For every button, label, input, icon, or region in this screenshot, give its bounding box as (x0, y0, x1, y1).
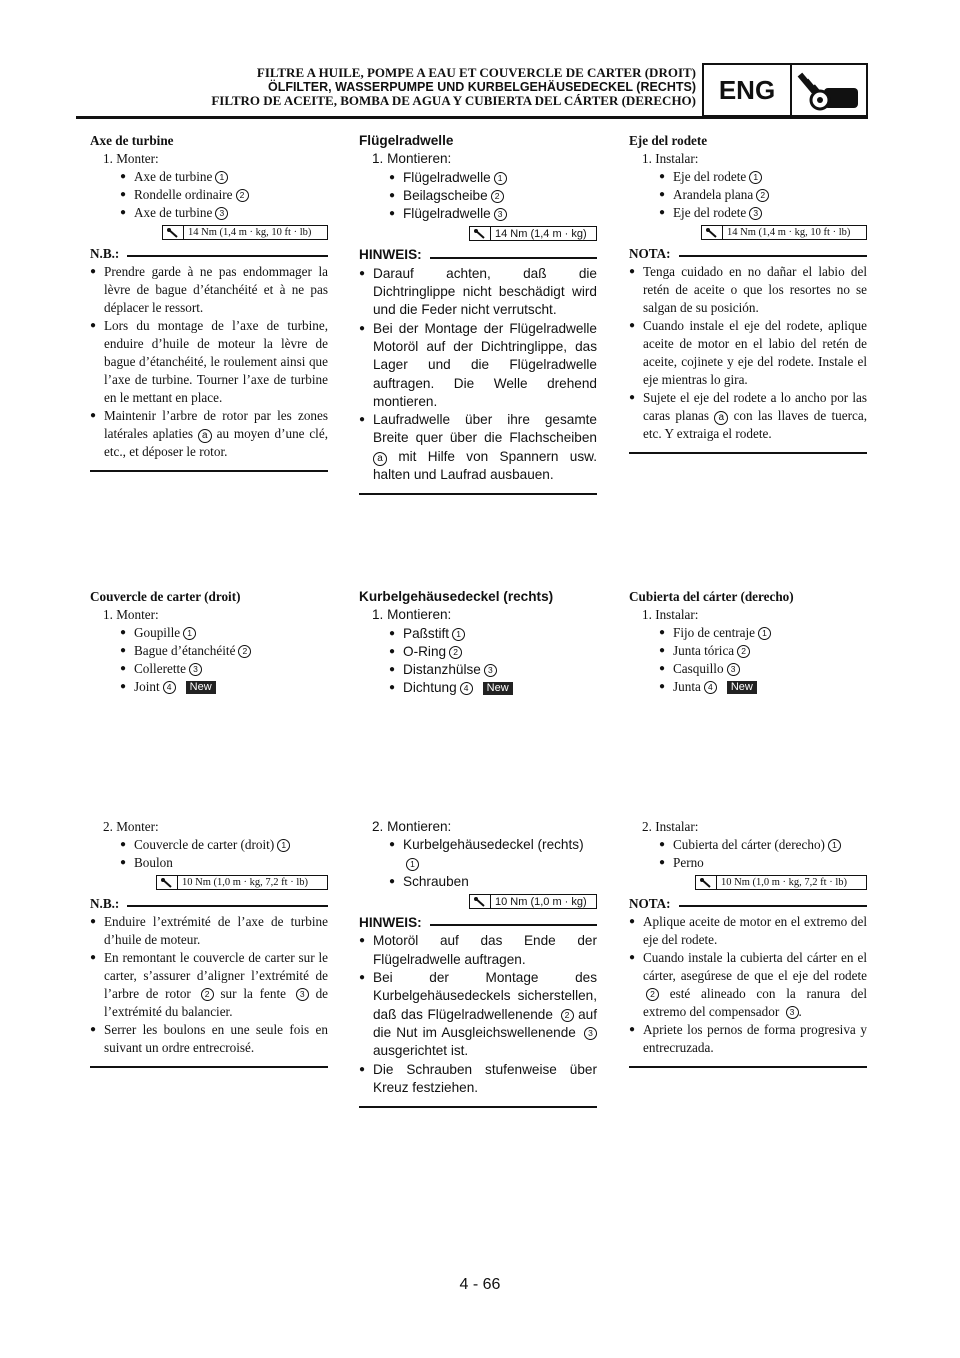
parts-list (629, 624, 867, 696)
note-item: ● Sujete el eje del rodete a lo ancho por las caras planas a con las llaves de tuerca, etc. Y extraiga el rodete. (629, 389, 867, 443)
header-title-fr: FILTRE A HUILE, POMPE A EAU ET COUVERCLE DE CARTER (DROIT) (256, 65, 696, 80)
parts-list (629, 168, 867, 222)
step-label: 1. Instalar: (642, 607, 699, 622)
torque-spec: 14 Nm (1,4 m · kg, 10 ft · lb) (701, 225, 867, 240)
list-item: ● Eje del rodete 3 (659, 204, 867, 222)
note-item: ● Cuando instale la cubierta del cárter en el cárter, asegúrese de que el eje del rodete 2 esté alineado con la ranura del extremo del compensador 3 . (629, 949, 867, 1021)
note-item: ● Motoröl auf das Ende der Flügelradwelle auftragen. (359, 932, 597, 969)
callout-number: 1 (758, 627, 771, 640)
parts-list (90, 836, 328, 872)
step-label: 1. Montieren: (372, 151, 452, 167)
parts-list (359, 625, 597, 698)
note-item: ● Darauf achten, daß die Dichtringlippe nicht beschädigt wird und die Feder nicht verrutscht. (359, 265, 597, 320)
es-section-crankcase-cover (629, 588, 867, 696)
note-heading: NOTA: (629, 245, 867, 263)
fr-section-cover-install (90, 818, 328, 1068)
parts-list (359, 169, 597, 224)
callout-number: 1 (406, 858, 419, 871)
list-item: ● Axe de turbine 1 (120, 168, 328, 186)
torque-wrench-icon (157, 876, 178, 889)
callout-number: 3 (296, 988, 309, 1001)
note-heading: HINWEIS: (359, 246, 597, 264)
parts-list (90, 168, 328, 222)
section-title: Couvercle de carter (droit) (90, 589, 241, 604)
list-item: ● Beilagscheibe 2 (389, 187, 597, 205)
list-item: ● Eje del rodete 1 (659, 168, 867, 186)
parts-list (359, 836, 597, 891)
list-item: ● Goupille 1 (120, 624, 328, 642)
note-item: ● Bei der Montage des Kurbelgehäusedeckels sicherstellen, daß das Flügelradwellenende 2 auf die Nut im Ausgleichswellenende 3 ausgerichtet ist. (359, 969, 597, 1060)
notes-list (90, 913, 328, 1057)
callout-letter: a (714, 411, 728, 425)
note-heading: NOTA: (629, 895, 867, 913)
section-title: Kurbelgehäusedeckel (rechts) (359, 589, 554, 604)
page-number: 4 - 66 (459, 1276, 501, 1293)
callout-number: 4 (460, 682, 473, 695)
note-item: ● En remontant le couvercle de carter sur le carter, s’assurer d’aligner l’extrémité de l’arbre de rotor 2 sur la fente 3 de l’extrémité du balancier. (90, 949, 328, 1021)
fr-section-impeller-shaft (90, 132, 328, 472)
notes-list (359, 265, 597, 485)
list-item: ● Perno (659, 854, 867, 872)
step-label: 1. Monter: (103, 151, 159, 166)
callout-number: 2 (236, 189, 249, 202)
list-item: ● Axe de turbine 3 (120, 204, 328, 222)
engine-wrench-icon (792, 65, 866, 115)
torque-spec: 14 Nm (1,4 m · kg) (469, 226, 597, 241)
list-item: ● Flügelradwelle 3 (389, 205, 597, 223)
list-item: ● O-Ring 2 (389, 643, 597, 661)
note-item: ● Die Schrauben stufenweise über Kreuz festziehen. (359, 1061, 597, 1098)
callout-number: 2 (646, 988, 659, 1001)
callout-number: 4 (704, 681, 717, 694)
list-item: ● Flügelradwelle 1 (389, 169, 597, 187)
note-item: ● Apriete los pernos de forma progresiva y entrecruzada. (629, 1021, 867, 1057)
list-item: ● Cubierta del cárter (derecho) 1 (659, 836, 867, 854)
callout-number: 1 (277, 839, 290, 852)
callout-number: 1 (452, 628, 465, 641)
callout-number: 1 (215, 171, 228, 184)
de-section-crankcase-cover (359, 588, 597, 698)
header-title-es: FILTRO DE ACEITE, BOMBA DE AGUA Y CUBIERTA DEL CÁRTER (DERECHO) (211, 93, 696, 108)
list-item: ● Arandela plana 2 (659, 186, 867, 204)
note-item: ● Enduire l’extrémité de l’axe de turbine d’huile de moteur. (90, 913, 328, 949)
note-item: ● Lors du montage de l’axe de turbine, enduire d’huile de moteur la lèvre de bague d’étanchéité, le roulement ainsi que l’axe de turbine. Tourner l’axe de turbine en le mettant en place. (90, 317, 328, 407)
note-heading: N.B.: (90, 245, 328, 263)
notes-list (90, 263, 328, 461)
callout-letter: a (373, 452, 387, 466)
section-title: Axe de turbine (90, 133, 174, 148)
notes-list (359, 932, 597, 1097)
list-item: ● Dichtung 4 New (389, 679, 597, 697)
section-end-rule (359, 493, 597, 495)
callout-number: 2 (491, 190, 504, 203)
callout-number: 2 (756, 189, 769, 202)
list-item: ● Bague d’étanchéité 2 (120, 642, 328, 660)
parts-list (90, 624, 328, 696)
header-title-de: ÖLFILTER, WASSERPUMPE UND KURBELGEHÄUSEDECKEL (RECHTS) (267, 80, 696, 94)
callout-number: 2 (561, 1009, 574, 1022)
note-item: ● Laufradwelle über ihre gesamte Breite quer über die Flachscheiben a mit Hilfe von Spannern usw. halten und Laufrad ausbauen. (359, 411, 597, 484)
note-item: ● Cuando instale el eje del rodete, aplique aceite de motor en el labio del retén de aceite, cojinete y eje del rodete. Instale el eje mientras lo gira. (629, 317, 867, 389)
page-header (211, 66, 696, 108)
callout-number: 3 (749, 207, 762, 220)
section-end-rule (90, 470, 328, 472)
torque-wrench-icon (163, 226, 184, 239)
parts-list (629, 836, 867, 872)
section-title: Cubierta del cárter (derecho) (629, 589, 794, 604)
list-item: ● Fijo de centraje 1 (659, 624, 867, 642)
callout-number: 3 (727, 663, 740, 676)
step-label: 2. Montieren: (372, 819, 452, 834)
note-item: ● Tenga cuidado en no dañar el labio del retén de aceite o que los resortes no se salgan de su posición. (629, 263, 867, 317)
step-label: 2. Monter: (103, 819, 159, 834)
list-item: ● Distanzhülse 3 (389, 661, 597, 679)
callout-number: 2 (449, 646, 462, 659)
note-item: ● Serrer les boulons en une seule fois en suivant un ordre entrecroisé. (90, 1021, 328, 1057)
callout-number: 4 (163, 681, 176, 694)
torque-wrench-icon (696, 876, 717, 889)
de-section-cover-install (359, 818, 597, 1108)
new-badge: New (483, 682, 513, 695)
torque-spec: 10 Nm (1,0 m · kg) (469, 894, 597, 909)
torque-wrench-icon (702, 226, 723, 239)
list-item: ● Paßstift 1 (389, 625, 597, 643)
callout-number: 1 (183, 627, 196, 640)
torque-spec: 10 Nm (1,0 m · kg, 7,2 ft · lb) (156, 875, 328, 890)
section-title: Flügelradwelle (359, 133, 454, 148)
callout-number: 1 (494, 172, 507, 185)
de-section-impeller-shaft (359, 132, 597, 495)
es-section-cover-install (629, 818, 867, 1068)
torque-wrench-icon (470, 227, 491, 240)
callout-number: 1 (749, 171, 762, 184)
step-label: 1. Instalar: (642, 151, 699, 166)
callout-number: 3 (584, 1027, 597, 1040)
list-item: ● Casquillo 3 (659, 660, 867, 678)
note-heading: N.B.: (90, 895, 328, 913)
note-item: ● Aplique aceite de motor en el extremo del eje del rodete. (629, 913, 867, 949)
step-label: 2. Instalar: (642, 819, 699, 834)
new-badge: New (727, 681, 757, 694)
callout-number: 3 (484, 664, 497, 677)
callout-number: 2 (238, 645, 251, 658)
section-end-rule (629, 1066, 867, 1068)
notes-list (629, 913, 867, 1057)
callout-number: 1 (828, 839, 841, 852)
note-item: ● Maintenir l’arbre de rotor par les zones latérales aplaties a au moyen d’une clé, etc., et déposer le rotor. (90, 407, 328, 461)
note-item: ● Bei der Montage der Flügelradwelle Motoröl auf der Dichtringlippe, das Lager und die Flügelradwelle auftragen. Die Welle drehend montieren. (359, 320, 597, 411)
section-badge (702, 63, 868, 117)
section-title: Eje del rodete (629, 133, 708, 148)
torque-spec: 14 Nm (1,4 m · kg, 10 ft · lb) (162, 225, 328, 240)
callout-number: 3 (494, 208, 507, 221)
list-item: ● Collerette 3 (120, 660, 328, 678)
note-heading: HINWEIS: (359, 914, 597, 932)
list-item: ● Boulon (120, 854, 328, 872)
list-item: ● Schrauben (389, 873, 597, 891)
list-item: ● Couvercle de carter (droit) 1 (120, 836, 328, 854)
callout-letter: a (198, 429, 212, 443)
torque-spec: 10 Nm (1,0 m · kg, 7,2 ft · lb) (695, 875, 867, 890)
callout-number: 3 (786, 1006, 799, 1019)
step-label: 1. Monter: (103, 607, 159, 622)
notes-list (629, 263, 867, 443)
section-end-rule (629, 452, 867, 454)
callout-number: 3 (215, 207, 228, 220)
list-item: ● Kurbelgehäusedeckel (rechts)1 (389, 836, 597, 873)
es-section-impeller-shaft (629, 132, 867, 454)
callout-number: 3 (189, 663, 202, 676)
list-item: ● Rondelle ordinaire 2 (120, 186, 328, 204)
torque-wrench-icon (470, 895, 491, 908)
header-rule (76, 116, 868, 119)
callout-number: 2 (737, 645, 750, 658)
step-label: 1. Montieren: (372, 607, 452, 623)
list-item: ● Junta tórica 2 (659, 642, 867, 660)
section-end-rule (359, 1106, 597, 1108)
list-item: ● Joint 4 New (120, 678, 328, 696)
list-item: ● Junta 4 New (659, 678, 867, 696)
callout-number: 2 (201, 988, 214, 1001)
new-badge: New (186, 681, 216, 694)
eng-label: ENG (704, 65, 792, 115)
section-end-rule (90, 1066, 328, 1068)
fr-section-crankcase-cover (90, 588, 328, 696)
note-item: ● Prendre garde à ne pas endommager la lèvre de bague d’étanchéité et à ne pas déplacer le ressort. (90, 263, 328, 317)
